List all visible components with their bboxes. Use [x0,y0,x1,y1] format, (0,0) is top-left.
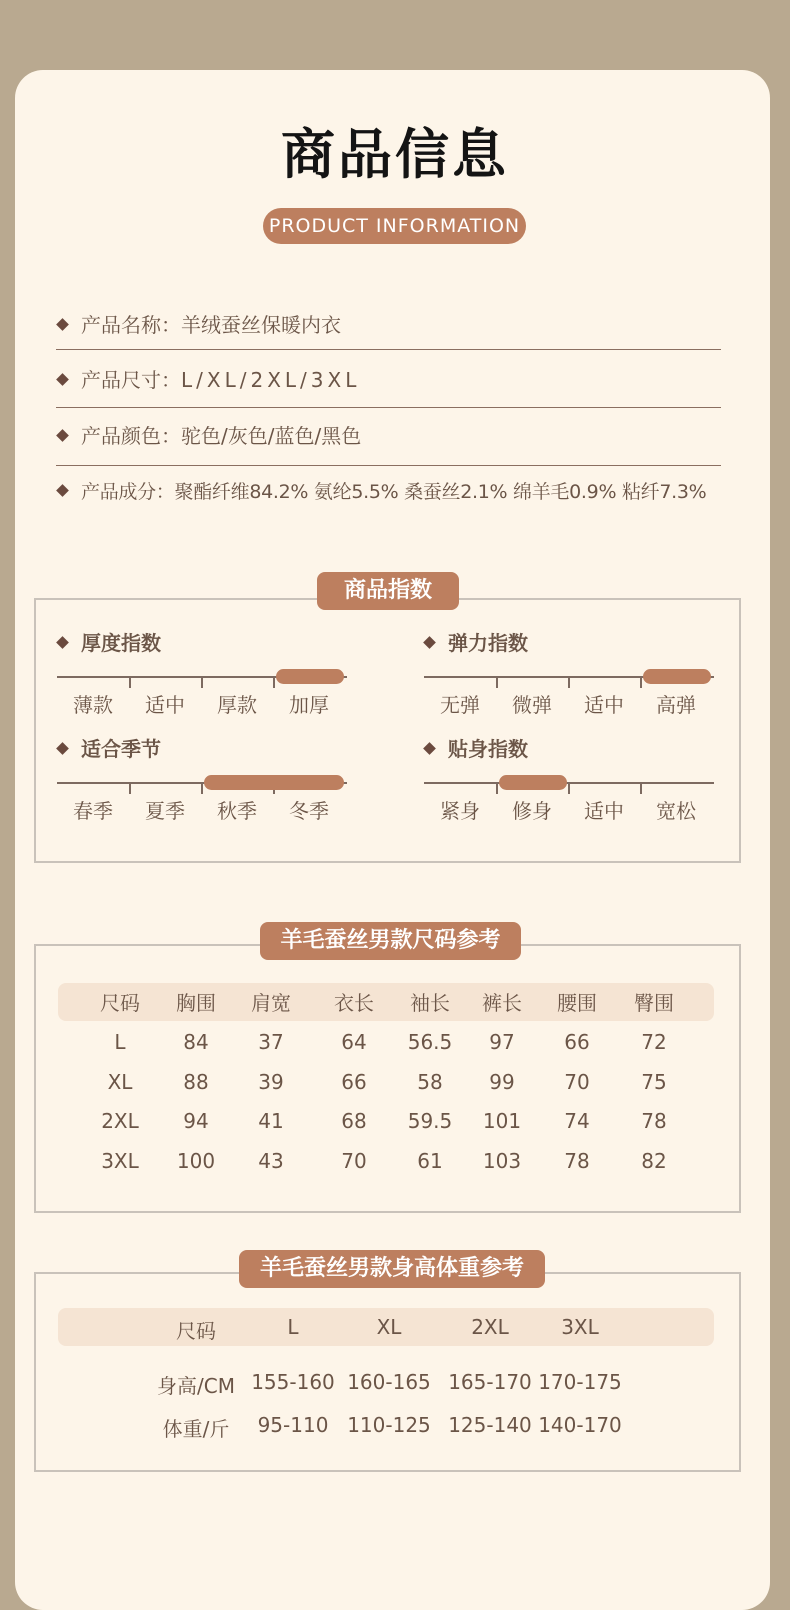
info-row-color [58,420,361,449]
scale-option-label: 修身 [512,799,552,823]
scale-highlight [276,669,344,684]
size-table-cell: 72 [641,1030,667,1054]
fit-title: 贴身指数 [425,733,528,762]
height-table-header-cell: 2XL [471,1315,509,1339]
scale-tick [568,676,570,688]
scale-tick [496,676,498,688]
thickness-scale [57,669,347,717]
info-label: 产品成分： [81,481,175,503]
scale-tick [129,782,131,794]
size-table-cell: L [114,1030,126,1054]
size-table-cell: 56.5 [407,1030,453,1054]
scale-highlight [499,775,567,790]
scale-option-label: 无弹 [440,693,480,717]
size-table-header-cell: 衣长 [334,991,374,1015]
diamond-bullet-icon [423,742,436,755]
height-table-header-cell: XL [376,1315,402,1339]
fit-scale [424,775,714,823]
scale-tick [640,782,642,794]
elasticity-title: 弹力指数 [425,627,528,656]
info-row-name [58,309,341,338]
scale-option-label: 微弹 [512,693,552,717]
height-table-cell: 165-170 [448,1370,532,1394]
size-table-cell: 78 [641,1109,667,1133]
scale-option-label: 薄款 [73,693,113,717]
info-value: L/XL/2XL/3XL [181,368,361,392]
size-table-cell: 88 [183,1070,209,1094]
size-table-cell: 39 [258,1070,284,1094]
subtitle-badge: PRODUCT INFORMATION [263,208,526,244]
size-table-header-cell: 袖长 [410,991,450,1015]
page-title: 商品信息 [281,123,509,186]
height-table-cell: 160-165 [347,1370,431,1394]
height-table-header-cell: 3XL [561,1315,599,1339]
size-table-cell: 2XL [101,1109,139,1133]
scale-highlight [643,669,711,684]
scale-option-label: 宽松 [656,799,696,823]
info-value: 羊绒蚕丝保暖内衣 [181,313,341,337]
info-label: 产品颜色： [81,424,181,448]
scale-tick [496,782,498,794]
season-scale [57,775,347,823]
height-table-title: 羊毛蚕丝男款身高体重参考 [239,1250,545,1288]
size-table-cell: 103 [482,1149,522,1173]
divider [56,349,721,350]
height-table-cell: 155-160 [251,1370,335,1394]
size-table-header-cell: 臀围 [634,991,674,1015]
size-table-cell: XL [107,1070,133,1094]
scale-tick [201,782,203,794]
size-table-cell: 68 [341,1109,367,1133]
diamond-bullet-icon [56,429,69,442]
size-table-cell: 66 [564,1030,590,1054]
size-table-cell: 43 [258,1149,284,1173]
height-table-header-cell: 尺码 [176,1319,216,1343]
height-table-cell: 95-110 [257,1413,329,1437]
elasticity-scale [424,669,714,717]
scale-option-label: 适中 [584,693,624,717]
diamond-bullet-icon [56,742,69,755]
size-table-cell: 66 [341,1070,367,1094]
diamond-bullet-icon [423,636,436,649]
diamond-bullet-icon [56,373,69,386]
scale-option-label: 厚款 [217,693,257,717]
size-table-cell: 78 [564,1149,590,1173]
scale-tick [640,676,642,688]
size-table-cell: 97 [489,1030,515,1054]
diamond-bullet-icon [56,484,69,497]
size-table-header-cell: 裤长 [482,991,522,1015]
scale-option-label: 秋季 [217,799,257,823]
height-table-cell: 110-125 [347,1413,431,1437]
scale-option-label: 紧身 [440,799,480,823]
season-title: 适合季节 [58,733,161,762]
scale-tick [129,676,131,688]
size-table-cell: 100 [176,1149,216,1173]
scale-highlight [204,775,344,790]
scale-option-label: 春季 [73,799,113,823]
scale-option-label: 适中 [145,693,185,717]
divider [56,407,721,408]
scale-option-label: 高弹 [656,693,696,717]
info-value: 聚酯纤维84.2% 氨纶5.5% 桑蚕丝2.1% 绵羊毛0.9% 粘纤7.3% [174,481,707,503]
height-table-cell: 体重/斤 [162,1417,230,1441]
height-table-header-cell: L [287,1315,299,1339]
size-table-cell: 59.5 [407,1109,453,1133]
size-table-cell: 82 [641,1149,667,1173]
size-table-cell: 41 [258,1109,284,1133]
diamond-bullet-icon [56,636,69,649]
info-row-size [58,364,360,393]
scale-tick [568,782,570,794]
size-table-cell: 70 [564,1070,590,1094]
size-table-cell: 99 [489,1070,515,1094]
height-table-cell: 125-140 [448,1413,532,1437]
scale-option-label: 适中 [584,799,624,823]
height-table-cell: 170-175 [538,1370,622,1394]
height-table-cell: 身高/CM [157,1374,235,1398]
size-table-cell: 61 [417,1149,443,1173]
size-table-cell: 70 [341,1149,367,1173]
info-row-material [58,477,706,504]
size-table-cell: 75 [641,1070,667,1094]
size-table-cell: 74 [564,1109,590,1133]
size-table-cell: 37 [258,1030,284,1054]
index-section-title: 商品指数 [317,572,459,610]
height-table-cell: 140-170 [538,1413,622,1437]
scale-option-label: 冬季 [289,799,329,823]
size-table-header-cell: 尺码 [100,991,140,1015]
size-table-cell: 101 [482,1109,522,1133]
info-label: 产品名称： [81,313,181,337]
size-table-cell: 94 [183,1109,209,1133]
size-table-header-cell: 胸围 [176,991,216,1015]
size-table-cell: 84 [183,1030,209,1054]
divider [56,465,721,466]
info-value: 驼色/灰色/蓝色/黑色 [181,424,362,448]
scale-option-label: 加厚 [289,693,329,717]
size-table-cell: 64 [341,1030,367,1054]
size-table-title: 羊毛蚕丝男款尺码参考 [260,922,521,960]
scale-tick [201,676,203,688]
thickness-title: 厚度指数 [58,627,161,656]
info-label: 产品尺寸： [81,368,181,392]
size-table-cell: 3XL [101,1149,139,1173]
diamond-bullet-icon [56,318,69,331]
scale-tick [273,676,275,688]
size-table-cell: 58 [417,1070,443,1094]
scale-option-label: 夏季 [145,799,185,823]
size-table-header-cell: 腰围 [557,991,597,1015]
size-table-header-cell: 肩宽 [251,991,291,1015]
